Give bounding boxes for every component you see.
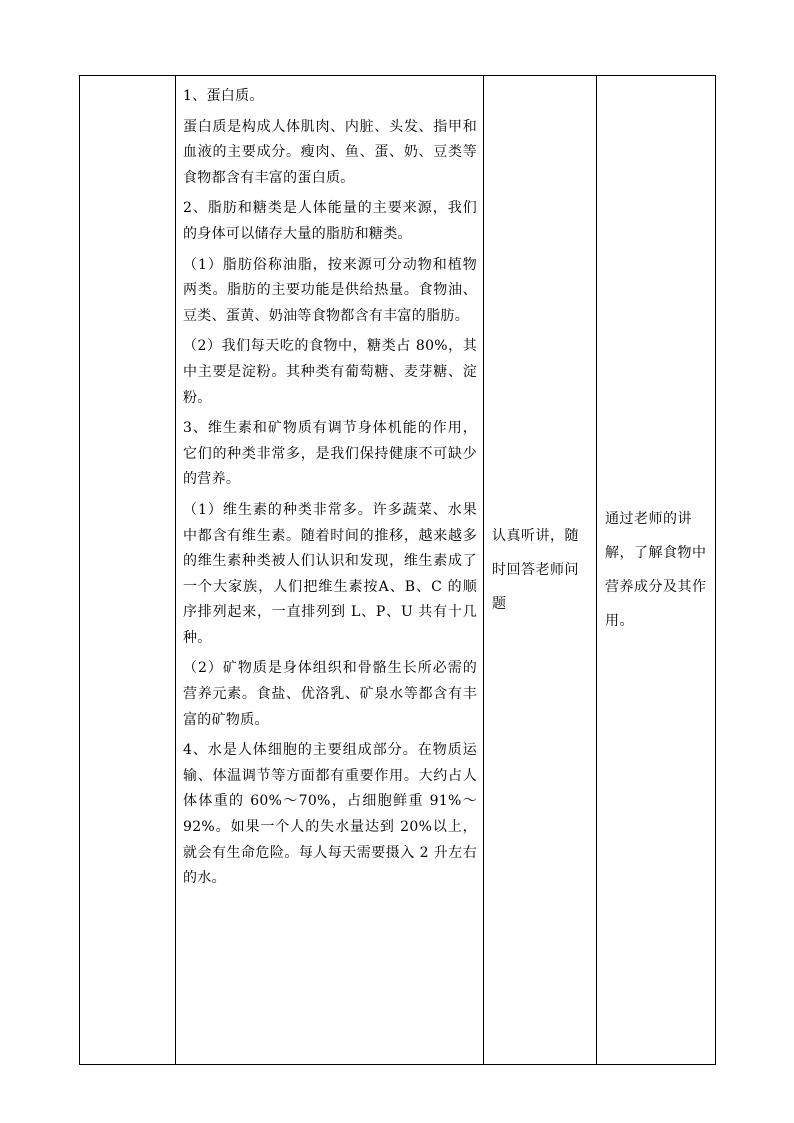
paragraph-fat: （1）脂肪俗称油脂，按来源可分动物和植物两类。脂肪的主要功能是供给热量。食物油、豆类、蛋黄、奶油等食物都含有丰富的脂肪。: [183, 256, 477, 324]
paragraph-vitamin: （1）维生素的种类非常多。许多蔬菜、水果中都含有维生素。随着时间的推移，越来越多的维生素种类被人们认识和发现，维生素成了一个大家族，人们把维生素按A、B、C 的顺序排列起来，一直排列到 L、P、U 共有十几种。: [183, 501, 477, 646]
student-activity-cell: 认真听讲，随时回答老师问题: [484, 76, 597, 1065]
paragraph-vitamin-mineral: 3、维生素和矿物质有调节身体机能的作用，它们的种类非常多，是我们保持健康不可缺少的营养。: [183, 420, 477, 488]
paragraph-protein-heading: 1、蛋白质。: [183, 88, 264, 104]
paragraph-water: 4、水是人体细胞的主要组成部分。在物质运输、体温调节等方面都有重要作用。大约占人体体重的 60%～70%，占细胞鲜重 91%～92%。如果一个人的失水量达到 20%以上，就会有生命危险。每人每天需要摄入 2 升左右的水。: [183, 742, 477, 887]
table-row: [80, 76, 716, 1065]
empty-stage-cell: [80, 76, 176, 1065]
paragraph-fat-sugar: 2、脂肪和糖类是人体能量的主要来源，我们的身体可以储存大量的脂肪和糖类。: [183, 200, 477, 242]
teaching-content-cell: [176, 76, 484, 1065]
paragraph-protein: 蛋白质是构成人体肌肉、内脏、头发、指甲和血液的主要成分。瘦肉、鱼、蛋、奶、豆类等食物都含有丰富的蛋白质。: [183, 118, 477, 186]
paragraph-sugar: （2）我们每天吃的食物中，糖类占 80%，其中主要是淀粉。其种类有葡萄糖、麦芽糖、淀粉。: [183, 338, 477, 406]
paragraph-mineral: （2）矿物质是身体组织和骨骼生长所必需的营养元素。食盐、优洛乳、矿泉水等都含有丰富的矿物质。: [183, 660, 477, 728]
design-intent-cell: 通过老师的讲解，了解食物中营养成分及其作用。: [597, 76, 716, 1065]
lesson-plan-table: [79, 75, 716, 1065]
